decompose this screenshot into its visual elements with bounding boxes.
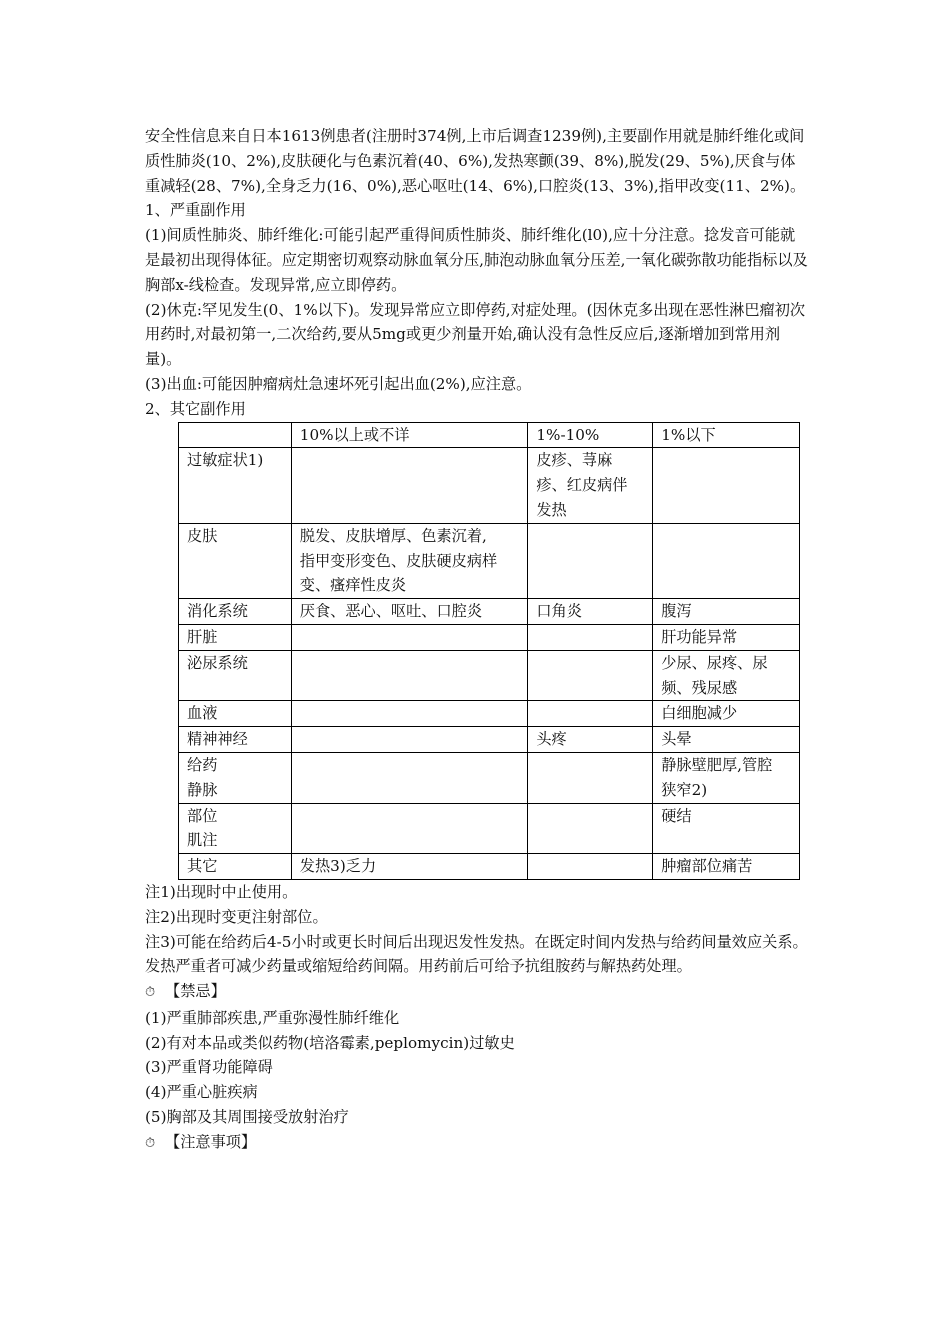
table-row: [179, 599, 800, 625]
row-label-cell: [179, 854, 292, 880]
freq-high-cell: [291, 727, 528, 753]
freq-low-cell: [653, 448, 800, 523]
table-row: [179, 624, 800, 650]
freq-low-cell: [653, 701, 800, 727]
freq-low-cell: [653, 854, 800, 880]
freq-mid-cell: [528, 624, 653, 650]
cell-text: 频、残尿感: [661, 678, 738, 697]
row-label-cell: [179, 701, 292, 727]
row-label-cell: [179, 448, 292, 523]
cell-text: 脱发、皮肤增厚、色素沉着,: [299, 526, 487, 545]
table-row: [179, 727, 800, 753]
clock-icon: ⏱: [145, 985, 156, 1001]
cell-text: 精神神经: [187, 730, 248, 749]
cell-text: 静脉壁肥厚,管腔: [661, 755, 773, 774]
cell-text: 头疼: [536, 730, 567, 749]
cell-text: 肝脏: [187, 627, 218, 646]
row-label-cell: [179, 650, 292, 701]
document-page: [145, 124, 810, 1157]
row-label-cell: [179, 624, 292, 650]
contraindication-item: (2)有对本品或类似药物(培洛霉素,peplomycin)过敏史: [145, 1033, 515, 1052]
cell-text: 血液: [187, 704, 218, 723]
freq-low-cell: [653, 803, 800, 854]
cell-text: 肿瘤部位痛苦: [661, 857, 753, 876]
contraindication-item: (5)胸部及其周围接受放射治疗: [145, 1108, 349, 1127]
freq-mid-cell: [528, 727, 653, 753]
cell-text: 发热3)乏力: [299, 857, 377, 876]
cell-text: 肝功能异常: [661, 627, 738, 646]
clock-icon: ⏱: [145, 1135, 156, 1151]
freq-mid-cell: [528, 650, 653, 701]
footnote: 注2)出现时变更注射部位。: [145, 907, 328, 926]
other-adverse-heading: 2、其它副作用: [145, 399, 246, 418]
cell-text: 消化系统: [187, 602, 248, 621]
table-row: [179, 854, 800, 880]
cell-text: 疹、红皮病伴: [536, 476, 628, 495]
table-header-cell: 1%以下: [653, 422, 800, 448]
freq-mid-cell: [528, 752, 653, 803]
serious-adverse-item: (1)间质性肺炎、肺纤维化:可能引起严重得间质性肺炎、肺纤维化(l0),应十分注意。捻发音可能就是最初出现得体征。应定期密切观察动脉血氧分压,肺泡动脉血氧分压差,一氧化碳弥散功能指标以及胸部x-线检查。发现异常,应立即停药。: [145, 226, 808, 294]
cell-text: 肌注: [187, 831, 218, 850]
cell-text: 狭窄2): [661, 780, 708, 799]
freq-low-cell: [653, 523, 800, 598]
freq-high-cell: [291, 599, 528, 625]
freq-low-cell: [653, 624, 800, 650]
table-row: [179, 448, 800, 523]
cell-text: 发热: [536, 500, 567, 519]
table-header-cell: [179, 422, 292, 448]
contraindication-item: (1)严重肺部疾患,严重弥漫性肺纤维化: [145, 1008, 400, 1027]
freq-high-cell: [291, 803, 528, 854]
row-label-cell: [179, 727, 292, 753]
cell-text: 部位: [187, 806, 218, 825]
cell-text: 静脉: [187, 780, 218, 799]
freq-high-cell: [291, 701, 528, 727]
cell-text: 少尿、尿疼、尿: [661, 653, 768, 672]
freq-high-cell: [291, 650, 528, 701]
freq-low-cell: [653, 599, 800, 625]
freq-high-cell: [291, 523, 528, 598]
cell-text: 过敏症状1): [187, 451, 264, 470]
table-row: [179, 650, 800, 701]
footnote: 注1)出现时中止使用。: [145, 882, 298, 901]
safety-intro-paragraph: 安全性信息来自日本1613例患者(注册时374例,上市后调查1239例),主要副作用就是肺纤维化或间质性肺炎(10、2%),皮肤硬化与色素沉着(40、6%),发热寒颤(39、8%),脱发(29、5%),厌食与体重减轻(28、7%),全身乏力(16、0%),恶心呕吐(14、6%),口腔炎(13、3%),指甲改变(11、2%)。: [145, 127, 806, 195]
serious-adverse-item: (3)出血:可能因肿瘤病灶急速坏死引起出血(2%),应注意。: [145, 374, 532, 393]
freq-mid-cell: [528, 701, 653, 727]
contraindications-heading: 【禁忌】: [165, 982, 226, 1001]
row-label-cell: [179, 523, 292, 598]
freq-mid-cell: [528, 599, 653, 625]
cell-text: 厌食、恶心、呕吐、口腔炎: [299, 602, 483, 621]
serious-adverse-heading: 1、严重副作用: [145, 201, 246, 220]
contraindication-item: (4)严重心脏疾病: [145, 1083, 258, 1102]
serious-adverse-item: (2)休克:罕见发生(0、1%以下)。发现异常应立即停药,对症处理。(因休克多出现在恶性淋巴瘤初次用药时,对最初第一,二次给药,要从5mg或更少剂量开始,确认没有急性反应后,逐渐增加到常用剂量)。: [145, 300, 806, 369]
freq-high-cell: [291, 448, 528, 523]
row-label-cell: [179, 752, 292, 803]
cell-text: 头晕: [661, 730, 692, 749]
freq-mid-cell: [528, 448, 653, 523]
freq-high-cell: [291, 624, 528, 650]
freq-mid-cell: [528, 523, 653, 598]
contraindications-heading-line: [145, 979, 810, 1006]
cell-text: 皮肤: [187, 526, 218, 545]
cell-text: 硬结: [661, 806, 692, 825]
freq-high-cell: [291, 854, 528, 880]
row-label-cell: [179, 803, 292, 854]
cell-text: 白细胞减少: [661, 704, 738, 723]
precautions-heading-line: [145, 1130, 810, 1157]
table-row: [179, 701, 800, 727]
cell-text: 口角炎: [536, 602, 582, 621]
cell-text: 指甲变形变色、皮肤硬皮病样: [299, 551, 498, 570]
contraindication-item: (3)严重肾功能障碍: [145, 1058, 273, 1077]
table-row: [179, 523, 800, 598]
cell-text: 其它: [187, 857, 218, 876]
table-row: [179, 752, 800, 803]
table-header-row: [179, 422, 800, 448]
cell-text: 腹泻: [661, 602, 692, 621]
adverse-effects-table: [178, 422, 800, 880]
precautions-heading: 【注意事项】: [165, 1132, 257, 1151]
freq-low-cell: [653, 752, 800, 803]
table-header-cell: 1%-10%: [528, 422, 653, 448]
freq-mid-cell: [528, 803, 653, 854]
freq-low-cell: [653, 727, 800, 753]
cell-text: 变、瘙痒性皮炎: [299, 576, 407, 595]
freq-mid-cell: [528, 854, 653, 880]
freq-low-cell: [653, 650, 800, 701]
table-header-cell: 10%以上或不详: [291, 422, 528, 448]
cell-text: 泌尿系统: [187, 653, 248, 672]
footnote: 注3)可能在给药后4-5小时或更长时间后出现迟发性发热。在既定时间内发热与给药间量效应关系。发热严重者可减少药量或缩短给药间隔。用药前后可给予抗组胺药与解热药处理。: [145, 932, 808, 976]
cell-text: 皮疹、荨麻: [536, 451, 613, 470]
row-label-cell: [179, 599, 292, 625]
cell-text: 给药: [187, 755, 218, 774]
freq-high-cell: [291, 752, 528, 803]
table-row: [179, 803, 800, 854]
